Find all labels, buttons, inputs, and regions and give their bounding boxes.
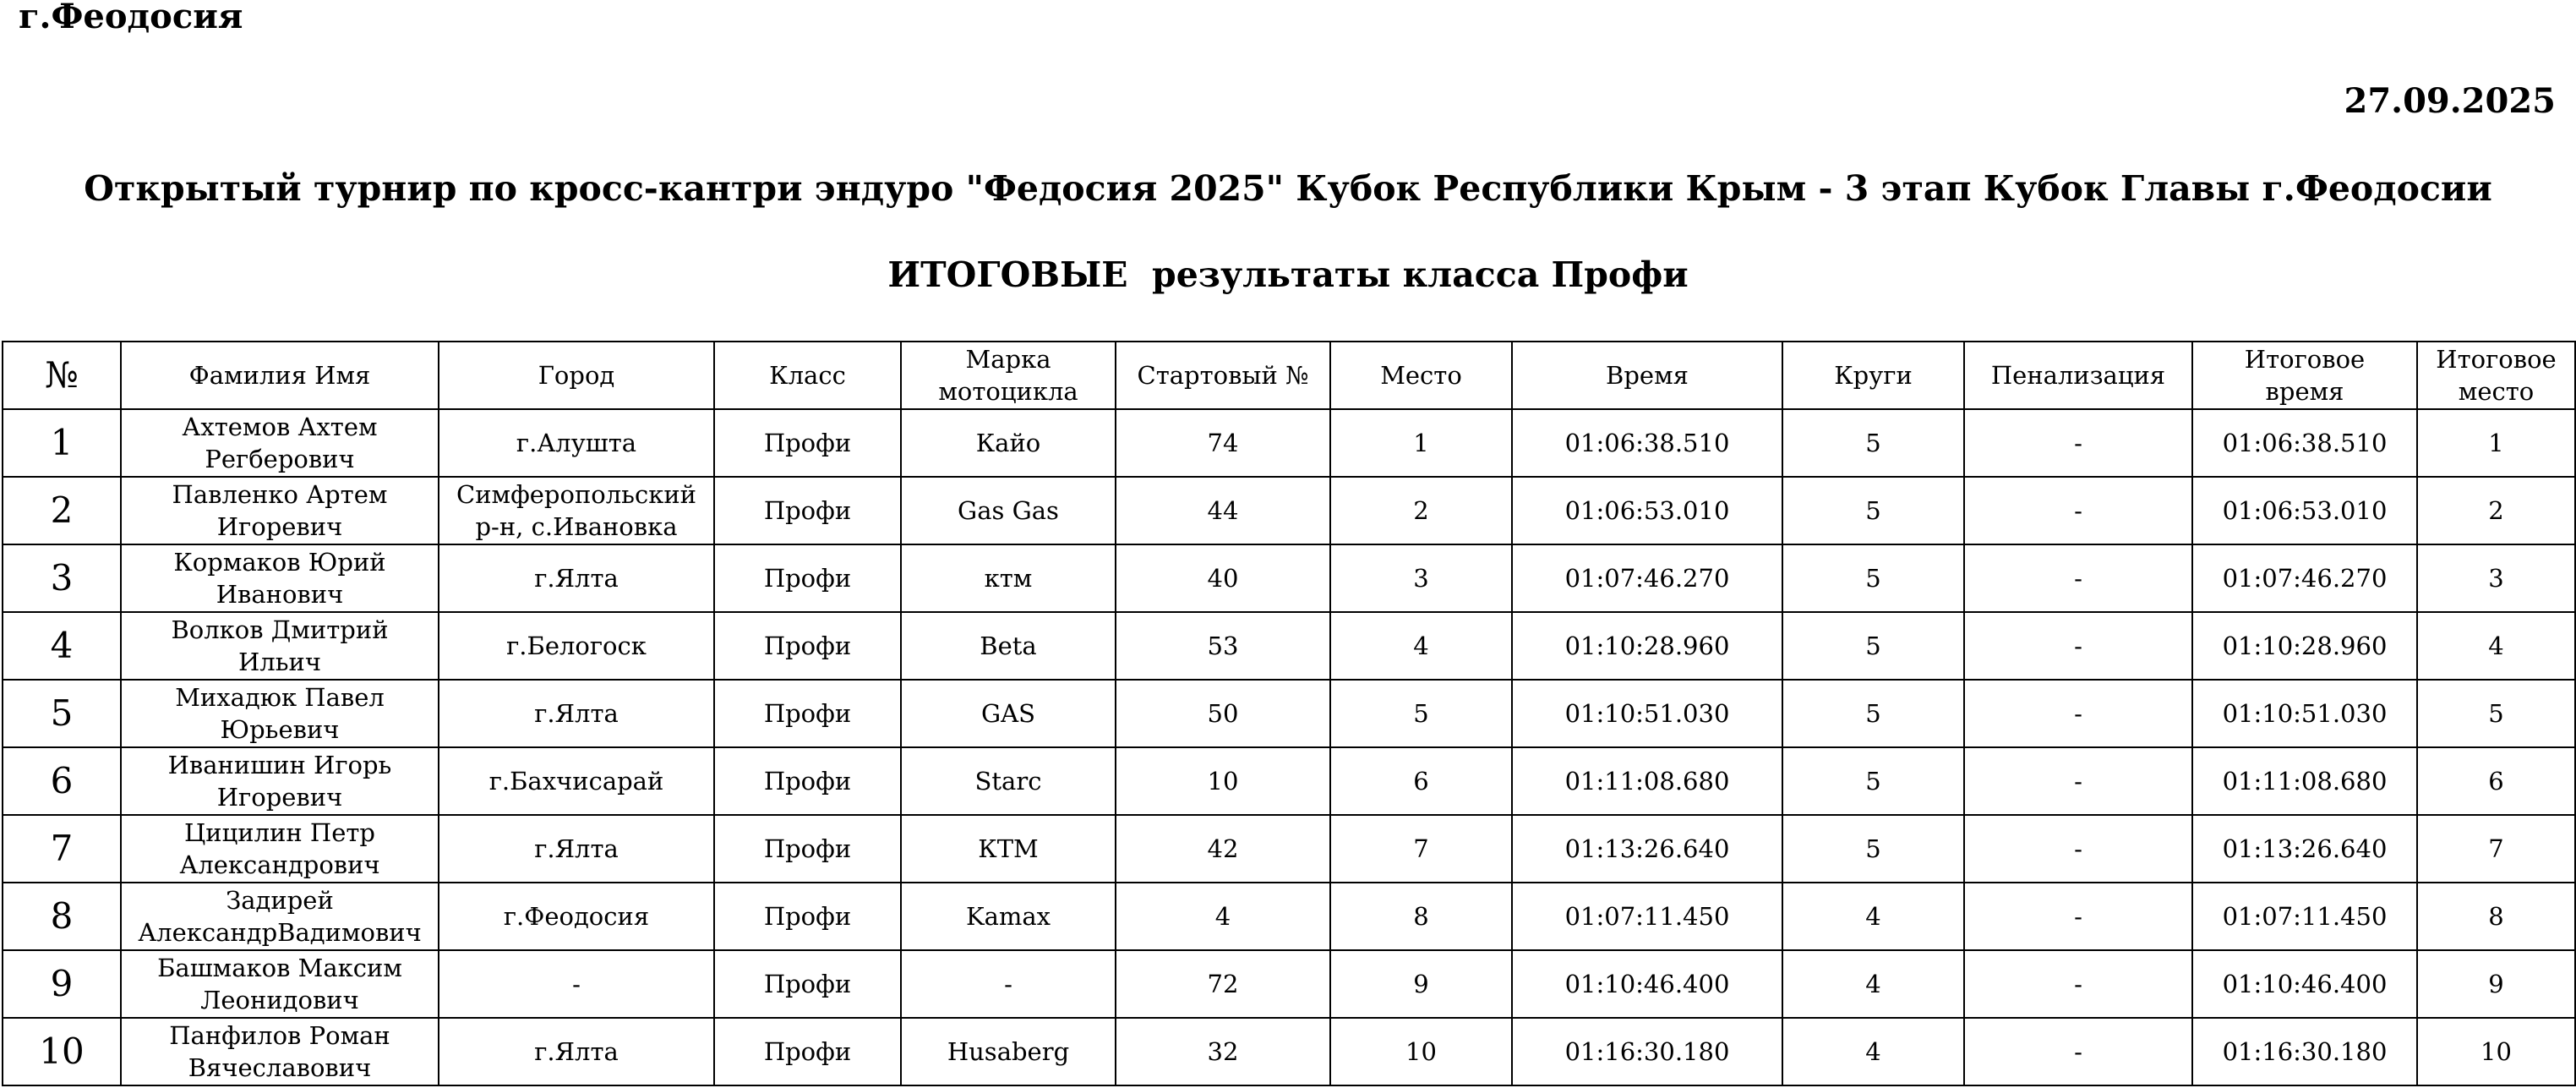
cell-place: 1 <box>1330 409 1512 477</box>
cell-class: Профи <box>714 477 901 544</box>
cell-class: Профи <box>714 612 901 680</box>
table-row <box>3 612 2575 680</box>
cell-class: Профи <box>714 747 901 815</box>
cell-bike: Starc <box>901 747 1116 815</box>
cell-penalty: - <box>1964 477 2192 544</box>
cell-num: 9 <box>3 950 121 1018</box>
cell-penalty: - <box>1964 1018 2192 1085</box>
cell-final-place: 10 <box>2417 1018 2575 1085</box>
table-row <box>3 477 2575 544</box>
cell-time: 01:07:46.270 <box>1512 544 1782 612</box>
cell-num: 2 <box>3 477 121 544</box>
tournament-title: Открытый турнир по кросс-кантри эндуро "Федосия 2025" Кубок Республики Крым - 3 этап Кубок Главы г.Феодосии <box>84 168 2492 209</box>
cell-num: 5 <box>3 680 121 747</box>
cell-place: 10 <box>1330 1018 1512 1085</box>
cell-place: 2 <box>1330 477 1512 544</box>
cell-num: 7 <box>3 815 121 883</box>
cell-name: Задирей АлександрВадимович <box>121 883 439 950</box>
cell-city: г.Ялта <box>439 544 714 612</box>
cell-laps: 5 <box>1782 477 1964 544</box>
col-header-laps: Круги <box>1782 342 1964 409</box>
cell-city: г.Ялта <box>439 815 714 883</box>
cell-penalty: - <box>1964 680 2192 747</box>
table-row <box>3 1018 2575 1085</box>
results-table <box>2 341 2576 1086</box>
cell-final-place: 7 <box>2417 815 2575 883</box>
cell-place: 7 <box>1330 815 1512 883</box>
cell-final-time: 01:06:53.010 <box>2192 477 2417 544</box>
cell-start-number: 40 <box>1116 544 1330 612</box>
table-row <box>3 680 2575 747</box>
cell-name: Цицилин Петр Александрович <box>121 815 439 883</box>
cell-time: 01:07:11.450 <box>1512 883 1782 950</box>
cell-class: Профи <box>714 680 901 747</box>
cell-start-number: 74 <box>1116 409 1330 477</box>
col-header-place: Место <box>1330 342 1512 409</box>
cell-penalty: - <box>1964 747 2192 815</box>
cell-num: 6 <box>3 747 121 815</box>
cell-final-place: 6 <box>2417 747 2575 815</box>
cell-num: 1 <box>3 409 121 477</box>
table-row <box>3 950 2575 1018</box>
cell-laps: 5 <box>1782 612 1964 680</box>
cell-time: 01:11:08.680 <box>1512 747 1782 815</box>
cell-name: Ахтемов Ахтем Регберович <box>121 409 439 477</box>
cell-final-time: 01:16:30.180 <box>2192 1018 2417 1085</box>
cell-final-place: 9 <box>2417 950 2575 1018</box>
cell-place: 4 <box>1330 612 1512 680</box>
cell-class: Профи <box>714 950 901 1018</box>
city-heading: г.Феодосия <box>19 0 243 36</box>
cell-penalty: - <box>1964 612 2192 680</box>
cell-place: 8 <box>1330 883 1512 950</box>
cell-time: 01:10:51.030 <box>1512 680 1782 747</box>
cell-final-time: 01:11:08.680 <box>2192 747 2417 815</box>
cell-class: Профи <box>714 1018 901 1085</box>
cell-penalty: - <box>1964 815 2192 883</box>
cell-final-time: 01:10:28.960 <box>2192 612 2417 680</box>
col-header-city: Город <box>439 342 714 409</box>
cell-name: Михадюк Павел Юрьевич <box>121 680 439 747</box>
cell-final-place: 4 <box>2417 612 2575 680</box>
cell-start-number: 50 <box>1116 680 1330 747</box>
col-header-start: Стартовый № <box>1116 342 1330 409</box>
cell-bike: Kamax <box>901 883 1116 950</box>
col-header-num: № <box>3 342 121 409</box>
cell-name: Кормаков Юрий Иванович <box>121 544 439 612</box>
cell-class: Профи <box>714 883 901 950</box>
cell-start-number: 32 <box>1116 1018 1330 1085</box>
cell-time: 01:06:38.510 <box>1512 409 1782 477</box>
cell-num: 4 <box>3 612 121 680</box>
cell-place: 5 <box>1330 680 1512 747</box>
event-date: 27.09.2025 <box>2344 81 2556 121</box>
cell-class: Профи <box>714 409 901 477</box>
cell-laps: 5 <box>1782 409 1964 477</box>
cell-city: г.Ялта <box>439 680 714 747</box>
cell-time: 01:13:26.640 <box>1512 815 1782 883</box>
cell-start-number: 72 <box>1116 950 1330 1018</box>
cell-name: Башмаков Максим Леонидович <box>121 950 439 1018</box>
cell-city: г.Феодосия <box>439 883 714 950</box>
cell-laps: 4 <box>1782 1018 1964 1085</box>
cell-time: 01:06:53.010 <box>1512 477 1782 544</box>
cell-start-number: 4 <box>1116 883 1330 950</box>
cell-laps: 5 <box>1782 680 1964 747</box>
header-row <box>3 342 2575 409</box>
cell-laps: 5 <box>1782 747 1964 815</box>
cell-time: 01:16:30.180 <box>1512 1018 1782 1085</box>
cell-final-place: 3 <box>2417 544 2575 612</box>
cell-city: Симферопольский р-н, с.Ивановка <box>439 477 714 544</box>
cell-bike: GAS <box>901 680 1116 747</box>
table-row <box>3 747 2575 815</box>
col-header-time: Время <box>1512 342 1782 409</box>
cell-bike: Gas Gas <box>901 477 1116 544</box>
cell-city: г.Бахчисарай <box>439 747 714 815</box>
cell-laps: 5 <box>1782 544 1964 612</box>
cell-bike: - <box>901 950 1116 1018</box>
cell-final-place: 2 <box>2417 477 2575 544</box>
table-row <box>3 815 2575 883</box>
cell-penalty: - <box>1964 883 2192 950</box>
cell-time: 01:10:28.960 <box>1512 612 1782 680</box>
col-header-penalty: Пенализация <box>1964 342 2192 409</box>
col-header-class: Класс <box>714 342 901 409</box>
cell-name: Волков Дмитрий Ильич <box>121 612 439 680</box>
cell-city: - <box>439 950 714 1018</box>
cell-laps: 4 <box>1782 883 1964 950</box>
cell-class: Профи <box>714 544 901 612</box>
cell-city: г.Алушта <box>439 409 714 477</box>
table-row <box>3 883 2575 950</box>
cell-start-number: 42 <box>1116 815 1330 883</box>
cell-num: 8 <box>3 883 121 950</box>
cell-final-time: 01:10:51.030 <box>2192 680 2417 747</box>
cell-final-time: 01:10:46.400 <box>2192 950 2417 1018</box>
cell-final-time: 01:07:46.270 <box>2192 544 2417 612</box>
col-header-name: Фамилия Имя <box>121 342 439 409</box>
cell-bike: Beta <box>901 612 1116 680</box>
cell-name: Панфилов Роман Вячеславович <box>121 1018 439 1085</box>
table-row <box>3 409 2575 477</box>
cell-bike: ктм <box>901 544 1116 612</box>
cell-city: г.Ялта <box>439 1018 714 1085</box>
cell-num: 3 <box>3 544 121 612</box>
cell-bike: КТМ <box>901 815 1116 883</box>
cell-penalty: - <box>1964 950 2192 1018</box>
cell-laps: 4 <box>1782 950 1964 1018</box>
cell-place: 9 <box>1330 950 1512 1018</box>
cell-final-time: 01:13:26.640 <box>2192 815 2417 883</box>
cell-final-place: 8 <box>2417 883 2575 950</box>
cell-start-number: 10 <box>1116 747 1330 815</box>
cell-place: 6 <box>1330 747 1512 815</box>
col-header-final-place: Итоговое место <box>2417 342 2575 409</box>
cell-place: 3 <box>1330 544 1512 612</box>
results-subtitle: ИТОГОВЫЕ результаты класса Профи <box>887 254 1689 295</box>
cell-start-number: 53 <box>1116 612 1330 680</box>
cell-final-place: 1 <box>2417 409 2575 477</box>
table-row <box>3 544 2575 612</box>
cell-class: Профи <box>714 815 901 883</box>
cell-start-number: 44 <box>1116 477 1330 544</box>
cell-bike: Кайо <box>901 409 1116 477</box>
cell-name: Павленко Артем Игоревич <box>121 477 439 544</box>
cell-name: Иванишин Игорь Игоревич <box>121 747 439 815</box>
cell-num: 10 <box>3 1018 121 1085</box>
col-header-final-time: Итоговое время <box>2192 342 2417 409</box>
cell-final-place: 5 <box>2417 680 2575 747</box>
cell-final-time: 01:07:11.450 <box>2192 883 2417 950</box>
cell-time: 01:10:46.400 <box>1512 950 1782 1018</box>
cell-laps: 5 <box>1782 815 1964 883</box>
col-header-bike: Марка мотоцикла <box>901 342 1116 409</box>
cell-penalty: - <box>1964 409 2192 477</box>
cell-final-time: 01:06:38.510 <box>2192 409 2417 477</box>
cell-penalty: - <box>1964 544 2192 612</box>
cell-bike: Husaberg <box>901 1018 1116 1085</box>
cell-city: г.Белогоск <box>439 612 714 680</box>
